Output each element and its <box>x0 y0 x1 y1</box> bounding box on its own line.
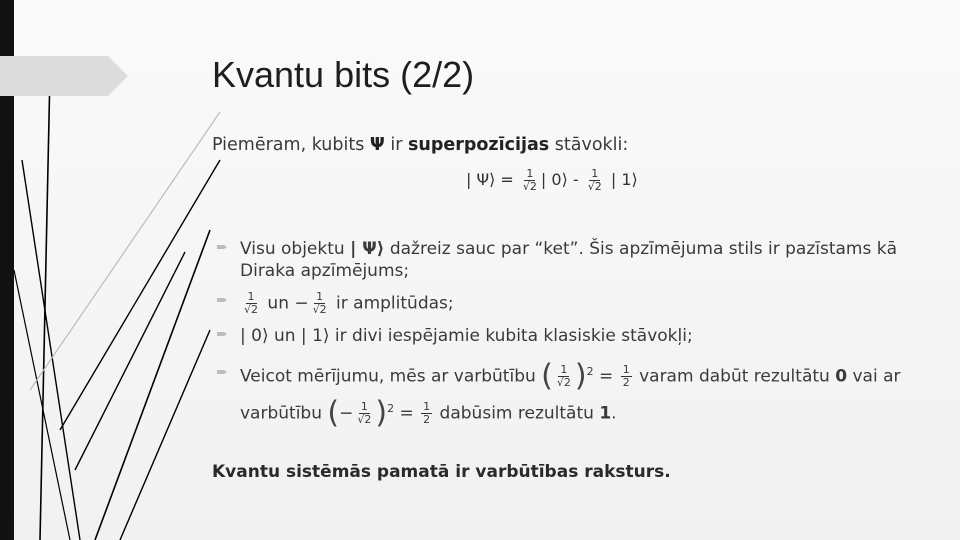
intro-bold-word: superpozīcijas <box>407 135 550 155</box>
amp-frac-2-den: √2 <box>312 303 327 316</box>
title-tab-shape <box>0 56 128 96</box>
eq-ket1: | 1⟩ <box>605 170 638 189</box>
eq-frac-2 <box>586 168 604 193</box>
eq-frac-2-num: 1 <box>591 167 599 180</box>
paren-open-2: ( <box>327 395 340 431</box>
amp-frac-2-num: 1 <box>316 290 324 303</box>
paren-close-1: ) <box>574 358 587 394</box>
meas-frac-1-num: 1 <box>560 363 568 377</box>
pencil-bullet-icon <box>216 294 228 306</box>
meas-result-0: 0 <box>835 366 848 387</box>
bullet-amplitudes <box>216 291 906 316</box>
bullet-1-text-b: dažreiz sauc par “ket”. Šis apzīmējuma stils ir pazīstams kā Diraka apzīmējums; <box>240 239 898 281</box>
meas-half-1 <box>621 364 632 389</box>
intro-psi: Ψ <box>369 135 385 155</box>
eq-frac-1-den: √2 <box>522 180 537 193</box>
meas-a: Veicot mērījumu, mēs ar varbūtību <box>240 366 542 387</box>
intro-line <box>212 135 628 155</box>
meas-eq-2: = <box>394 403 420 424</box>
meas-result-1: 1 <box>599 403 612 424</box>
bullet-1-text-a: Visu objektu <box>240 239 351 259</box>
amp-frac-1-den: √2 <box>244 303 259 316</box>
pencil-bullet-icon <box>216 241 228 253</box>
bullet-measurement <box>216 356 906 429</box>
amp-mid: un − <box>262 293 309 314</box>
bullet-3-text: | 0⟩ un | 1⟩ ir divi iespējamie kubita klasiskie stāvokļi; <box>240 326 693 346</box>
meas-eq-1: = <box>593 366 619 387</box>
bullet-classical-states <box>216 325 906 347</box>
meas-half-2-den: 2 <box>423 412 431 426</box>
meas-e: . <box>611 403 617 424</box>
superposition-equation <box>466 168 638 193</box>
pencil-bullet-icon <box>216 328 228 340</box>
bullet-1-ket: | Ψ⟩ <box>350 239 385 259</box>
amp-frac-2 <box>311 291 329 316</box>
intro-mid: ir <box>384 135 408 155</box>
meas-frac-2-num: 1 <box>360 399 368 413</box>
paren-open-1: ( <box>541 358 553 394</box>
eq-frac-1 <box>521 168 539 193</box>
meas-frac-1-den: √2 <box>556 376 571 390</box>
conclusion-text: Kvantu sistēmās pamatā ir varbūtības raksturs. <box>212 462 671 482</box>
meas-frac-2 <box>355 401 373 426</box>
meas-b: varam dabūt rezultātu <box>633 366 836 387</box>
intro-prefix: Piemēram, kubits <box>212 135 370 155</box>
pencil-bullet-icon <box>216 366 228 378</box>
meas-minus: − <box>339 403 354 424</box>
slide-title: Kvantu bits (2/2) <box>212 54 475 95</box>
amp-end: ir amplitūdas; <box>330 293 454 314</box>
amp-frac-1 <box>242 291 260 316</box>
eq-frac-1-num: 1 <box>526 167 534 180</box>
eq-ket0: | 0⟩ - <box>540 170 584 189</box>
paren-close-2: ) <box>375 395 388 431</box>
meas-half-2-num: 1 <box>423 399 431 413</box>
meas-d: dabūsim rezultātu <box>434 403 600 424</box>
meas-exp-2: 2 <box>387 401 395 415</box>
bullet-list <box>216 238 906 438</box>
meas-exp-1: 2 <box>586 365 594 378</box>
eq-lhs: | Ψ⟩ = <box>466 170 519 189</box>
meas-frac-1 <box>555 364 573 389</box>
amp-frac-1-num: 1 <box>247 290 255 303</box>
bullet-ket <box>216 238 906 282</box>
meas-half-2 <box>421 401 432 426</box>
meas-half-1-den: 2 <box>622 376 630 390</box>
eq-frac-2-den: √2 <box>587 180 602 193</box>
meas-c: vai ar varbūtību <box>240 366 901 424</box>
meas-half-1-num: 1 <box>622 363 630 377</box>
intro-suffix: stāvokli: <box>549 135 629 155</box>
meas-frac-2-den: √2 <box>357 412 372 426</box>
